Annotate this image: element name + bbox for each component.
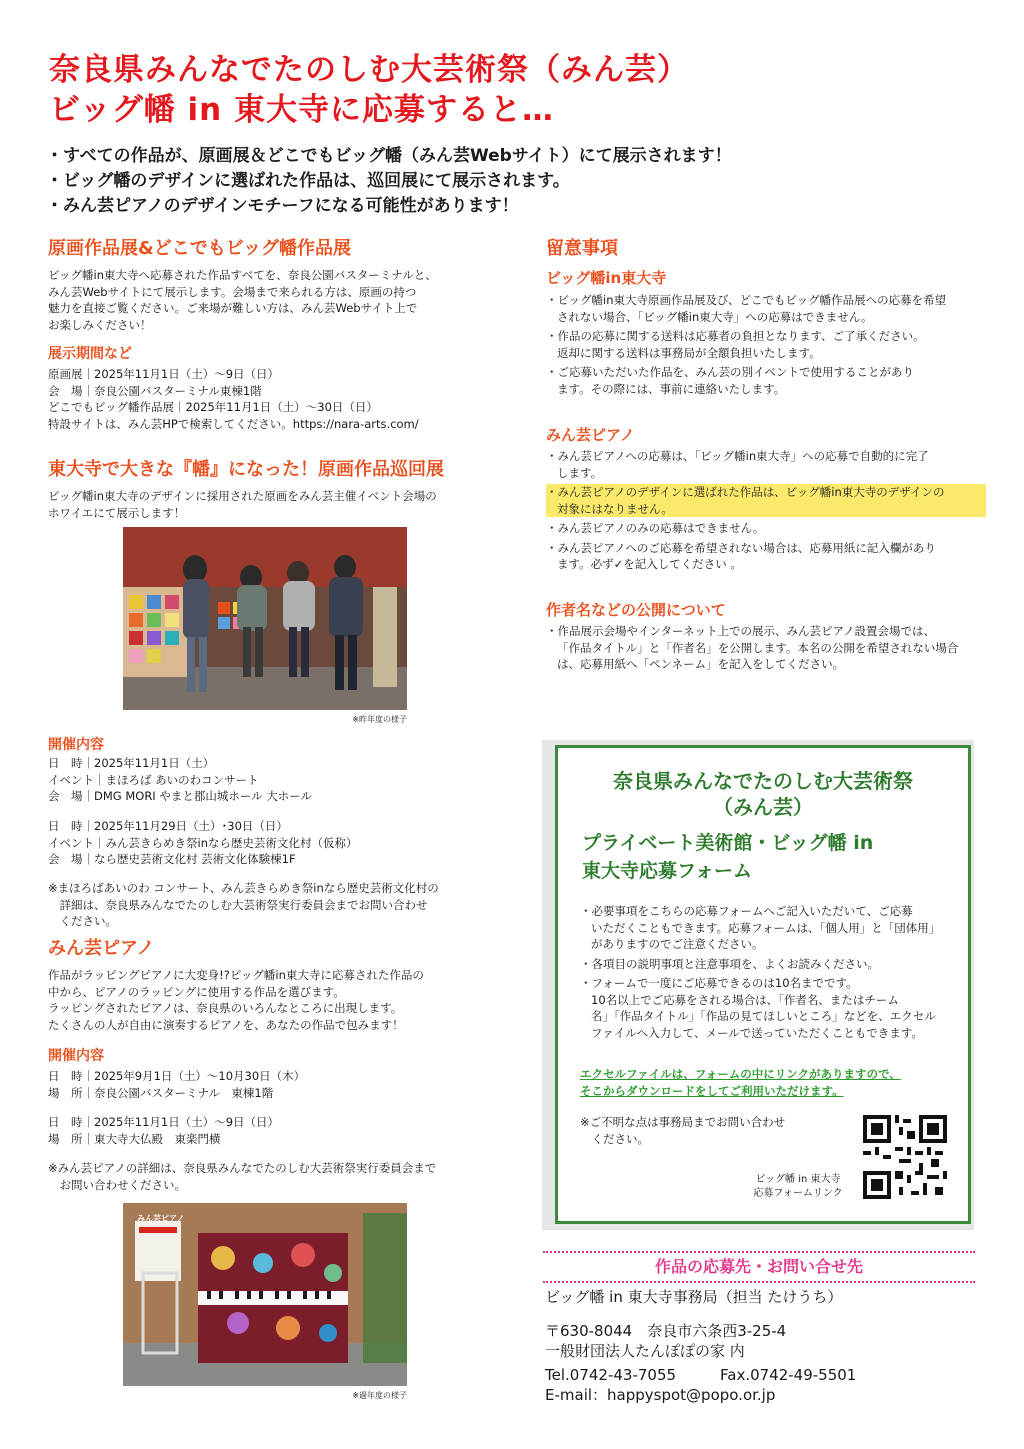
touring-events-note: ※まほろばあいのわ コンサート、みん芸きらめき祭inなら歴史芸術文化村の 詳細は、奈良県みんなでたのしむ大芸術祭実行委員会までお問い合わせ ください。: [48, 881, 439, 928]
piano-body: 作品がラッピングピアノに大変身!?ビッグ幡in東大寺に応募された作品の 中から、ピアノのラッピングに使用する作品を選びます。 ラッピングされたピアノは、奈良県のいろんなところに出現します。 たくさんの人が自由に演奏するピアノを、あなたの作品で包みます！: [48, 968, 424, 1032]
contact-heading: 作品の応募先・お問い合せ先: [654, 1257, 863, 1276]
notes-item: ・みん芸ピアノへのご応募を希望されない場合は、応募用紙に記入欄があり ます。必ず✓を記入してください 。: [546, 540, 936, 571]
excel-download-link[interactable]: エクセルファイルは、フォームの中にリンクがありますので、 そこからダウンロードをしてご利用いただけます。: [580, 1067, 901, 1098]
form-instruction-item: ・各項目の説明事項と注意事項を、よくお読みください。: [580, 956, 879, 971]
contact-fax: Fax.0742-49-5501: [720, 1366, 857, 1384]
touring-event-2: 日 時｜2025年11月29日（土）･30日（日） イベント｜みん芸きらめき祭inなら歴史芸術文化村（仮称） 会 場｜なら歴史芸術文化村 芸術文化体験棟1F: [48, 819, 358, 866]
form-title-line-1: 奈良県みんなでたのしむ大芸術祭: [613, 769, 913, 793]
piano-heading: みん芸ピアノ: [48, 938, 155, 959]
touring-events-heading: 開催内容: [48, 737, 104, 753]
form-inquiry-note: ※ご不明な点は事務局までお問い合わせ ください。: [580, 1115, 786, 1146]
contact-email[interactable]: E-mail：happyspot@popo.or.jp: [545, 1386, 776, 1404]
qr-code-label: [738, 1173, 858, 1201]
notes-heading: 留意事項: [546, 238, 618, 259]
piano-note: ※みん芸ピアノの詳細は、奈良県みんなでたのしむ大芸術祭実行委員会まで お問い合わせください。: [48, 1161, 437, 1192]
piano-event-1: 日 時｜2025年9月1日（土）〜10月30日（木） 場 所｜奈良公園バスターミナル 東棟1階: [48, 1069, 306, 1100]
notes-item: ・作品の応募に関する送料は応募者の負担となります、ご了承ください。 返却に関する送料は事務局が全額負担いたします。: [546, 329, 925, 360]
form-subtitle-line-1: プライベート美術館・ビッグ幡 in: [582, 832, 874, 854]
qr-label-line-2: 応募フォームリンク: [753, 1188, 843, 1199]
intro-bullet: ・みん芸ピアノのデザインモチーフになる可能性があります！: [46, 196, 519, 216]
qr-label-line-1: ビッグ幡 in 東大寺: [755, 1174, 841, 1185]
notes-item-highlighted: ・みん芸ピアノのデザインに選ばれた作品は、ビッグ幡in東大寺のデザインの 対象にはなりません。: [546, 484, 986, 517]
intro-bullet: ・すべての作品が、原画展＆どこでもビッグ幡（みん芸Webサイト）にて展示されます！: [46, 146, 732, 166]
contact-divider-top: [543, 1251, 975, 1253]
contact-organization: 一般財団法人たんぽぽの家 内: [545, 1342, 745, 1360]
exhibition-photo: [123, 527, 407, 710]
page-title: [49, 50, 1009, 130]
piano-photo-caption: ※過年度の様子: [352, 1391, 407, 1400]
exhibition-body: ビッグ幡in東大寺へ応募された作品すべてを、奈良公園バスターミナルと、 みん芸Webサイトにて展示します。会場まで来られる方は、原画の持つ 魅力を直接ご覧ください。ご来場が難しい方は、みん芸Webサイト上で お楽しみください！: [48, 268, 437, 332]
contact-office: ビッグ幡 in 東大寺事務局（担当 たけうち）: [545, 1288, 843, 1306]
application-form-box: [555, 745, 971, 1224]
exhibition-details: 原画展｜2025年11月1日（土）〜9日（日） 会 場｜奈良公園バスターミナル東棟1階 どこでもビッグ幡作品展｜2025年11月1日（土）〜30日（日） 特設サイトは、みん芸HPで検索してください。https://nara-arts.com/: [48, 367, 419, 431]
notes-piano-list: [546, 448, 986, 576]
form-qr-code[interactable]: [863, 1115, 947, 1199]
form-subtitle-line-2: 東大寺応募フォーム: [582, 860, 753, 882]
notes-bigban-heading: ビッグ幡in東大寺: [546, 269, 667, 287]
contact-postal-address: 〒630-8044 奈良市六条西3-25-4: [545, 1322, 787, 1340]
exhibition-photo-illustration: [123, 527, 407, 710]
contact-tel: Tel.0742-43-7055: [545, 1366, 677, 1384]
title-line-2: ビッグ幡 in 東大寺に応募すると…: [49, 92, 555, 128]
piano-photo-sign: みん芸ピアノ: [137, 1214, 185, 1223]
form-instruction-item: ・フォームで一度にご応募できるのは10名までです。 10名以上でご応募をされる場合は、「作者名、またはチーム 名」「作品タイトル」「作品の見てほしいところ」などを、エクセル ファイルへ入力して、メールで送っていただくこともできます。: [580, 976, 936, 1040]
notes-item: ・ビッグ幡in東大寺原画作品展及び、どこでもビッグ幡作品展への応募を希望 されない場合、「ビッグ幡in東大寺」への応募はできません。: [546, 293, 947, 324]
piano-event-2: 日 時｜2025年11月1日（土）〜9日（日） 場 所｜東大寺大仏殿 東楽門横: [48, 1115, 280, 1146]
exhibition-photo-caption: ※昨年度の様子: [352, 715, 407, 724]
notes-piano-heading: みん芸ピアノ: [546, 426, 635, 444]
touring-event-1: 日 時｜2025年11月1日（土） イベント｜まほろば あいのわコンサート 会 場｜DMG MORI やまと郡山城ホール 大ホール: [48, 756, 313, 803]
piano-photo-illustration: [123, 1203, 407, 1386]
notes-item: ・みん芸ピアノのみの応募はできません。: [546, 521, 765, 535]
piano-events-heading: 開催内容: [48, 1048, 104, 1064]
touring-exhibition-body: ビッグ幡in東大寺のデザインに採用された原画をみん芸主催イベント会場の ホワイエにて展示します！: [48, 489, 437, 520]
piano-photo: [123, 1203, 407, 1386]
notes-publish-heading: 作者名などの公開について: [546, 601, 726, 619]
exhibition-period-heading: 展示期間など: [48, 346, 132, 362]
contact-divider-bottom: [543, 1281, 975, 1283]
form-instruction-item: ・必要事項をこちらの応募フォームへご記入いただいて、ご応募 いただくこともできます。応募フォームは、「個人用」と「団体用」 がありますのでご注意ください。: [580, 904, 941, 951]
exhibition-heading: 原画作品展&どこでもビッグ幡作品展: [48, 238, 351, 259]
notes-item: ・ご応募いただいた作品を、みん芸の別イベントで使用することがあり ます。その際には、事前に連絡いたします。: [546, 365, 914, 396]
title-line-1: 奈良県みんなでたのしむ大芸術祭（みん芸）: [49, 52, 689, 88]
intro-bullets: [46, 144, 986, 219]
notes-bigban-list: [546, 292, 986, 400]
notes-publish-list: [546, 623, 986, 676]
notes-item: ・作品展示会場やインターネット上での展示、みん芸ピアノ設置会場では、 「作品タイトル」と「作者名」を公開します。本名の公開を希望されない場合 は、応募用紙へ「ペンネーム」を記入をしてください。: [546, 624, 959, 671]
form-instructions: [580, 903, 960, 1044]
intro-bullet: ・ビッグ幡のデザインに選ばれた作品は、巡回展にて展示されます。: [46, 171, 570, 191]
form-title-line-2: （みん芸）: [713, 795, 813, 819]
touring-exhibition-heading: 東大寺で大きな『幡』になった！原画作品巡回展: [48, 459, 444, 480]
notes-item: ・みん芸ピアノへの応募は、「ビッグ幡in東大寺」への応募で自動的に完了 します。: [546, 449, 929, 480]
